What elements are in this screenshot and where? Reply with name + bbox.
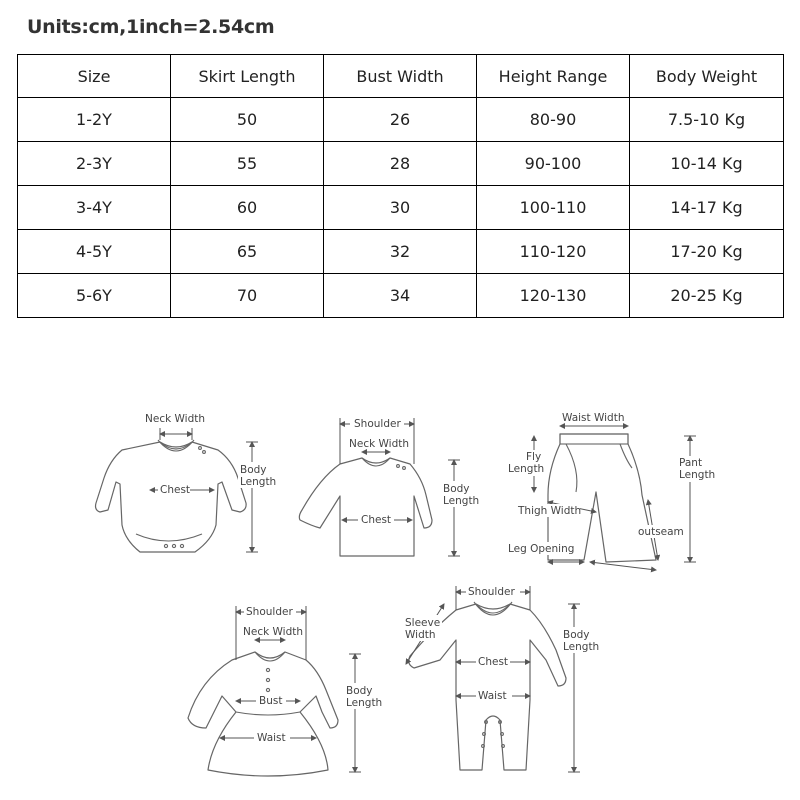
label-chest: Chest (160, 484, 191, 496)
cell-skirt-length: 65 (171, 230, 324, 274)
cell-skirt-length: 55 (171, 142, 324, 186)
cell-bust-width: 30 (324, 186, 477, 230)
label-leg-opening: Leg Opening (508, 543, 575, 555)
label-body-length-1: Body (240, 464, 267, 476)
cell-size: 4-5Y (18, 230, 171, 274)
cell-bust-width: 26 (324, 98, 477, 142)
label-pant-length-2: Length (679, 469, 716, 481)
bodysuit-outline (96, 442, 247, 552)
label-sleeve-width-2: Width (405, 629, 436, 641)
label-fly-length-1: Fly (526, 451, 542, 463)
cell-size: 2-3Y (18, 142, 171, 186)
cell-bust-width: 34 (324, 274, 477, 318)
label-body-length-2: Length (346, 697, 383, 709)
cell-body-weight: 17-20 Kg (630, 230, 784, 274)
dress-outline (188, 652, 338, 776)
cell-bust-width: 32 (324, 230, 477, 274)
label-bust: Bust (259, 695, 283, 707)
units-note: Units:cm,1inch=2.54cm (27, 16, 275, 38)
cell-body-weight: 14-17 Kg (630, 186, 784, 230)
header-bust-width: Bust Width (324, 55, 477, 98)
label-fly-length-2: Length (508, 463, 545, 475)
cell-height-range: 90-100 (477, 142, 630, 186)
cell-body-weight: 20-25 Kg (630, 274, 784, 318)
cell-height-range: 100-110 (477, 186, 630, 230)
cell-bust-width: 28 (324, 142, 477, 186)
label-shoulder: Shoulder (354, 418, 401, 430)
dress-diagram (188, 605, 384, 776)
cell-height-range: 110-120 (477, 230, 630, 274)
cell-skirt-length: 60 (171, 186, 324, 230)
cell-size: 5-6Y (18, 274, 171, 318)
header-size: Size (18, 55, 171, 98)
label-body-length-2: Length (563, 641, 600, 653)
cell-size: 1-2Y (18, 98, 171, 142)
label-neck-width: Neck Width (349, 438, 410, 450)
cell-body-weight: 7.5-10 Kg (630, 98, 784, 142)
cell-height-range: 80-90 (477, 98, 630, 142)
top-diagram (299, 417, 481, 556)
label-pant-length-1: Pant (679, 457, 703, 469)
label-waist-width: Waist Width (562, 412, 625, 424)
label-body-length-1: Body (443, 483, 470, 495)
label-shoulder: Shoulder (468, 586, 515, 598)
label-body-length-2: Length (443, 495, 480, 507)
cell-size: 3-4Y (18, 186, 171, 230)
bodysuit-diagram (96, 413, 279, 552)
romper-diagram (402, 585, 601, 772)
label-neck-width: Neck Width (243, 626, 304, 638)
cell-height-range: 120-130 (477, 274, 630, 318)
label-shoulder: Shoulder (246, 606, 293, 618)
cell-body-weight: 10-14 Kg (630, 142, 784, 186)
label-thigh-width: Thigh Width (518, 505, 582, 517)
cell-skirt-length: 50 (171, 98, 324, 142)
label-chest: Chest (361, 514, 392, 526)
label-waist: Waist (478, 690, 507, 702)
label-body-length-1: Body (563, 629, 590, 641)
label-outseam: outseam (638, 526, 684, 538)
label-body-length-2: Length (240, 476, 277, 488)
header-skirt-length: Skirt Length (171, 55, 324, 98)
label-body-length-1: Body (346, 685, 373, 697)
label-sleeve-width-1: Sleeve (405, 617, 441, 629)
pants-diagram (506, 412, 717, 570)
header-body-weight: Body Weight (630, 55, 784, 98)
label-chest: Chest (478, 656, 509, 668)
cell-skirt-length: 70 (171, 274, 324, 318)
label-neck-width: Neck Width (145, 413, 206, 425)
top-outline (299, 458, 432, 556)
label-waist: Waist (257, 732, 286, 744)
header-height-range: Height Range (477, 55, 630, 98)
